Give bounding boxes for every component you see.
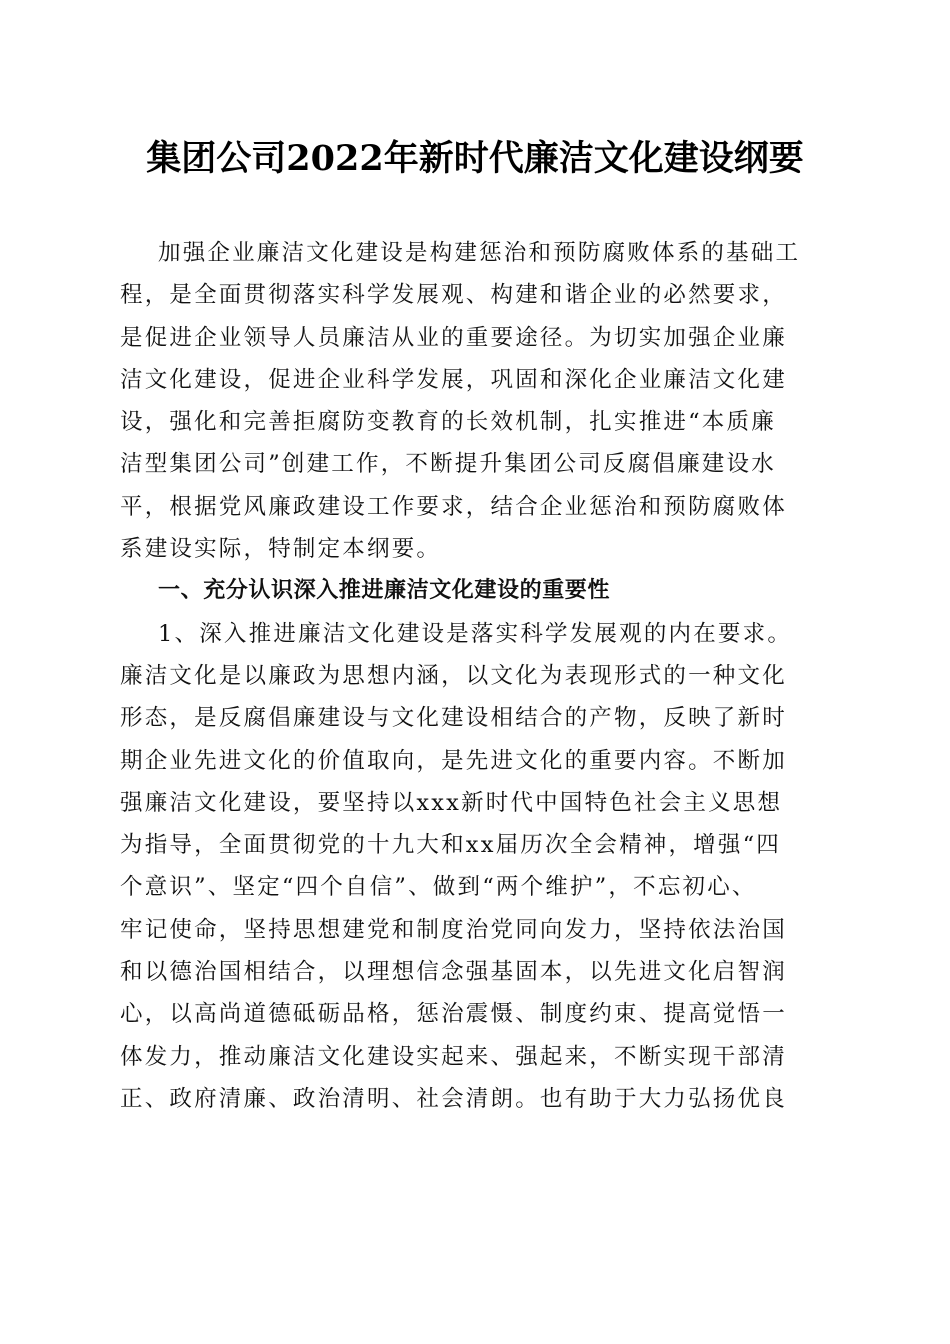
body-line: 程，是全面贯彻落实科学发展观、构建和谐企业的必然要求，	[120, 282, 787, 309]
body-line: 平，根据党风廉政建设工作要求，结合企业惩治和预防腐败体	[120, 493, 787, 520]
body-line: 心，以高尚道德砥砺品格，惩治震慑、制度约束、提高觉悟一	[120, 1001, 787, 1028]
body-line: 1、深入推进廉洁文化建设是落实科学发展观的内在要求。	[158, 620, 793, 647]
body-line: 系建设实际，特制定本纲要。	[120, 536, 442, 563]
body-line: 牢记使命，坚持思想建党和制度治党同向发力，坚持依法治国	[120, 916, 787, 943]
body-line: 体发力，推动廉洁文化建设实起来、强起来，不断实现干部清	[120, 1043, 787, 1070]
body-line: 强廉洁文化建设，要坚持以xxx新时代中国特色社会主义思想	[120, 789, 783, 816]
body-line: 设，强化和完善拒腐防变教育的长效机制，扎实推进“本质廉	[120, 409, 776, 436]
document-title: 集团公司2022年新时代廉洁文化建设纲要	[146, 138, 804, 179]
body-line: 洁型集团公司”创建工作，不断提升集团公司反腐倡廉建设水	[120, 451, 776, 478]
body-line: 和以德治国相结合，以理想信念强基固本，以先进文化启智润	[120, 959, 787, 986]
section-heading: 一、充分认识深入推进廉洁文化建设的重要性	[158, 578, 611, 604]
body-line: 个意识”、坚定“四个自信”、做到“两个维护”，不忘初心、	[120, 874, 757, 901]
body-line: 形态，是反腐倡廉建设与文化建设相结合的产物，反映了新时	[120, 705, 787, 732]
body-line: 正、政府清廉、政治清明、社会清朗。也有助于大力弘扬优良	[120, 1085, 787, 1112]
body-line: 洁文化建设，促进企业科学发展，巩固和深化企业廉洁文化建	[120, 366, 787, 393]
body-line: 期企业先进文化的价值取向，是先进文化的重要内容。不断加	[120, 747, 787, 774]
body-line: 为指导，全面贯彻党的十九大和xx届历次全会精神，增强“四	[120, 832, 781, 859]
body-line: 加强企业廉洁文化建设是构建惩治和预防腐败体系的基础工	[158, 240, 801, 266]
body-line: 是促进企业领导人员廉洁从业的重要途径。为切实加强企业廉	[120, 324, 787, 351]
document-body	[120, 232, 860, 1120]
body-line: 廉洁文化是以廉政为思想内涵，以文化为表现形式的一种文化	[120, 662, 787, 689]
